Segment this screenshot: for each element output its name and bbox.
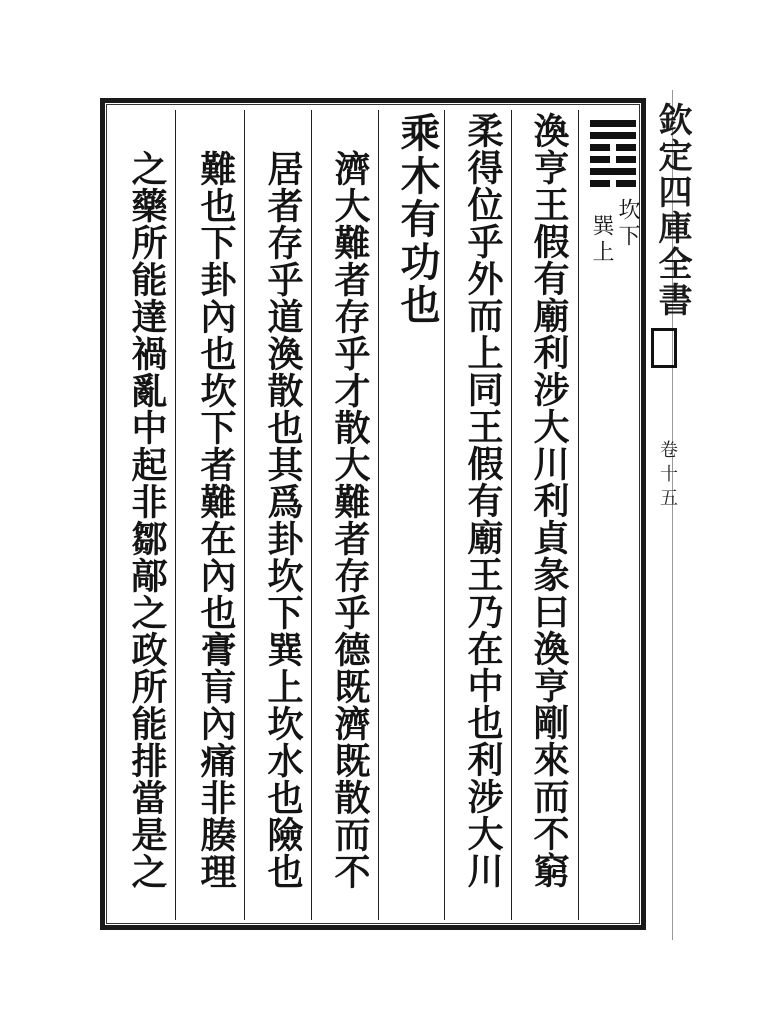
book-title: 欽定四庫全書 (652, 102, 692, 318)
yin-line-left (590, 144, 610, 151)
text-column-7: 之藥所能達禍亂中起非鄒鄗之政所能排當是之 (126, 150, 168, 890)
yin-line-left (590, 180, 610, 187)
yin-line-left (590, 156, 610, 163)
yang-line (590, 120, 636, 127)
volume-number: 卷十五 (657, 440, 678, 512)
yin-line-right (616, 156, 636, 163)
text-column-4: 濟大難者存乎才散大難者存乎德既濟既散而不 (329, 150, 371, 890)
text-column-1: 渙亨王假有廟利涉大川利貞彖曰渙亨剛來而不窮 (528, 112, 570, 889)
yang-line (590, 168, 636, 175)
column-divider (578, 110, 579, 920)
hexagram-lower-trigram: 坎下 (615, 198, 640, 250)
text-column-2: 柔得位乎外而上同王假有廟王乃在中也利涉大川 (462, 112, 504, 889)
yin-line-right (616, 180, 636, 187)
hexagram-upper-trigram: 巽上 (589, 214, 614, 266)
text-column-5: 居者存乎道渙散也其爲卦坎下巽上坎水也險也 (262, 150, 304, 890)
text-column-3: 乘木有功也 (394, 112, 441, 327)
margin-fishtail-mark (651, 328, 677, 368)
text-column-6: 難也下卦內也坎下者難在內也膏肓內痛非腠理 (195, 150, 237, 890)
yang-line (590, 132, 636, 139)
yin-line-right (616, 144, 636, 151)
